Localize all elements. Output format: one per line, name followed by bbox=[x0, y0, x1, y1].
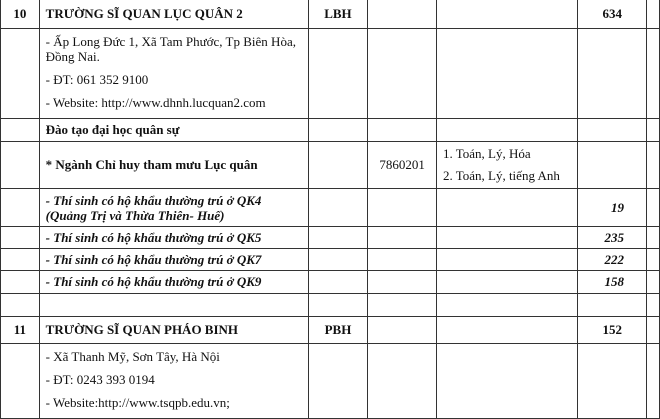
school-number: 11 bbox=[1, 317, 40, 344]
school-details bbox=[39, 344, 308, 419]
quota-row bbox=[1, 227, 660, 249]
major-row bbox=[1, 142, 660, 189]
school-row bbox=[1, 317, 660, 344]
combo: 2. Toán, Lý, tiếng Anh bbox=[442, 168, 560, 183]
school-code: LBH bbox=[308, 0, 368, 29]
empty-row bbox=[1, 294, 660, 317]
school-details-row bbox=[1, 29, 660, 119]
school-name: TRƯỜNG SĨ QUAN PHÁO BINH bbox=[39, 317, 308, 344]
phone: - ĐT: 061 352 9100 bbox=[45, 72, 149, 87]
quota-row bbox=[1, 189, 660, 227]
address: - Ấp Long Đức 1, Xã Tam Phước, Tp Biên Hòa, Đồng Nai. bbox=[45, 34, 296, 64]
quota-value: 235 bbox=[578, 227, 647, 249]
school-code: PBH bbox=[308, 317, 368, 344]
quota-value: 222 bbox=[578, 249, 647, 271]
school-total: 152 bbox=[578, 317, 647, 344]
major-code: 7860201 bbox=[368, 142, 437, 189]
subject-combos bbox=[436, 142, 578, 189]
quota-label: - Thí sinh có hộ khẩu thường trú ở QK4 (Quảng Trị và Thừa Thiên- Huế) bbox=[39, 189, 308, 227]
website: - Website: http://www.dhnh.lucquan2.com bbox=[45, 95, 266, 110]
quota-value: 19 bbox=[578, 189, 647, 227]
school-total: 634 bbox=[578, 0, 647, 29]
website: - Website:http://www.tsqpb.edu.vn; bbox=[45, 395, 230, 410]
major-name: * Ngành Chỉ huy tham mưu Lục quân bbox=[39, 142, 308, 189]
phone: - ĐT: 0243 393 0194 bbox=[45, 372, 155, 387]
quota-row bbox=[1, 249, 660, 271]
section-title: Đào tạo đại học quân sự bbox=[39, 119, 308, 142]
quota-row bbox=[1, 271, 660, 294]
quota-value: 158 bbox=[578, 271, 647, 294]
quota-label: - Thí sinh có hộ khẩu thường trú ở QK7 bbox=[39, 249, 308, 271]
section-row bbox=[1, 119, 660, 142]
school-details-row bbox=[1, 344, 660, 419]
address: - Xã Thanh Mỹ, Sơn Tây, Hà Nội bbox=[45, 349, 220, 364]
school-number: 10 bbox=[1, 0, 40, 29]
quota-label: - Thí sinh có hộ khẩu thường trú ở QK5 bbox=[39, 227, 308, 249]
quota-label: - Thí sinh có hộ khẩu thường trú ở QK9 bbox=[39, 271, 308, 294]
school-row bbox=[1, 0, 660, 29]
combo: 1. Toán, Lý, Hóa bbox=[442, 146, 531, 161]
school-name: TRƯỜNG SĨ QUAN LỤC QUÂN 2 bbox=[39, 0, 308, 29]
school-details bbox=[39, 29, 308, 119]
